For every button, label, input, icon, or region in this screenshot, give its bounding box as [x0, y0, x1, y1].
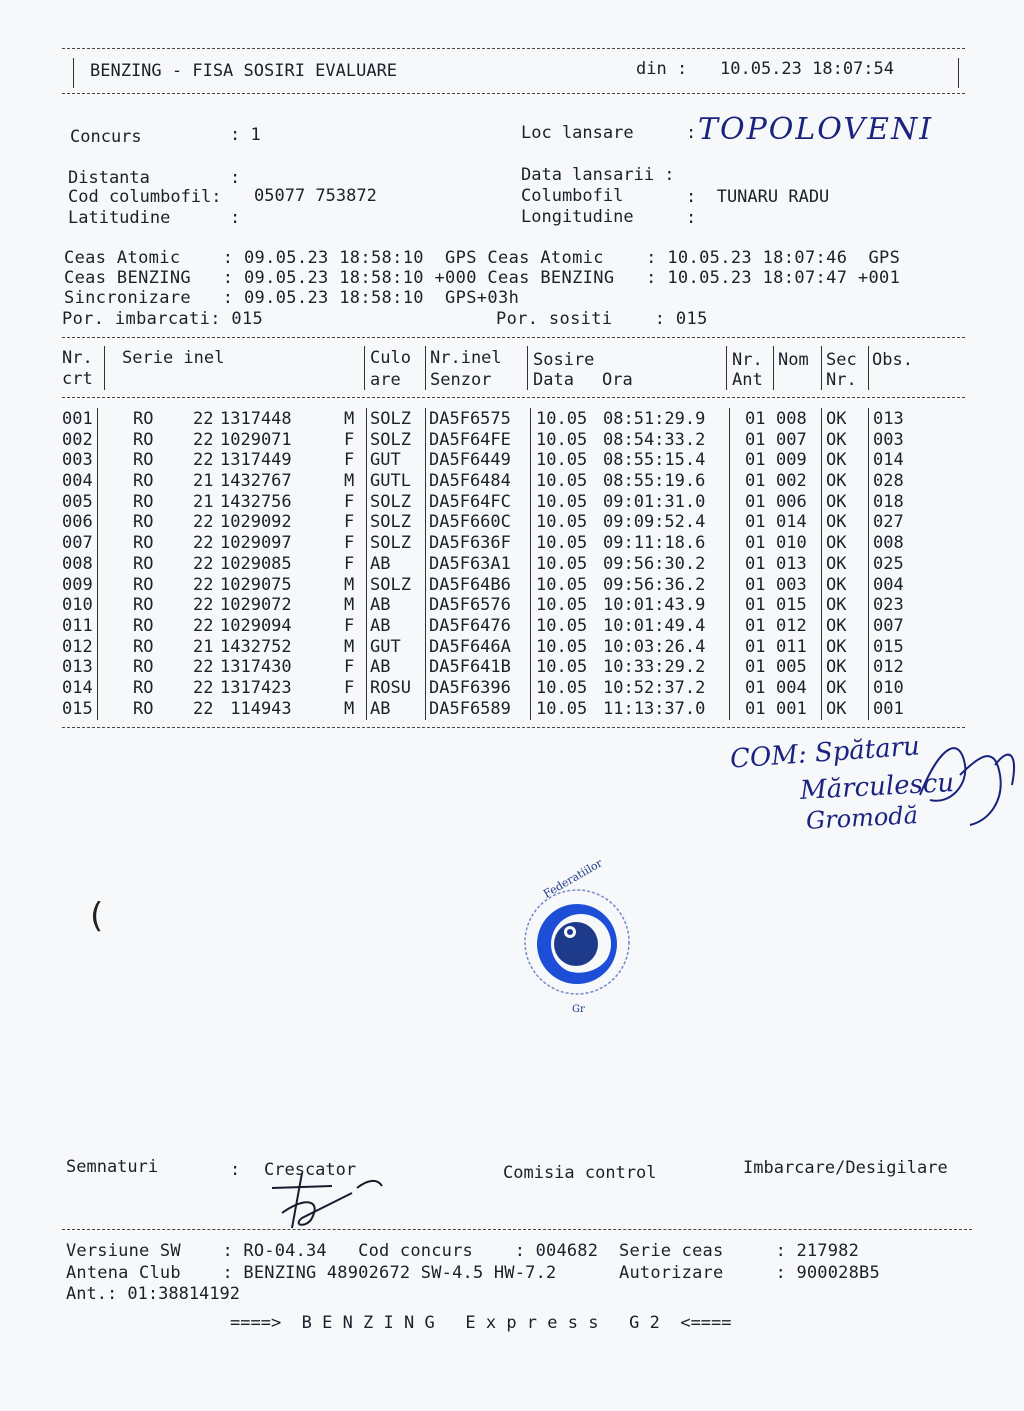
- row-sensor-id: DA5F6575: [429, 409, 511, 429]
- arrivals-table-body: [60, 409, 965, 719]
- row-antenna: 01: [745, 677, 766, 698]
- header-sep: [527, 346, 528, 390]
- row-sensor-id: DA5F6396: [429, 677, 511, 698]
- row-sex: M: [344, 636, 355, 657]
- row-year: 22: [193, 429, 214, 450]
- footer-banner: ====> B E N Z I N G E x p r e s s G 2 <====: [230, 1313, 732, 1333]
- row-nom: 011: [776, 636, 807, 657]
- col-header-ora: Ora: [602, 370, 633, 390]
- row-ring-number: 1432756: [220, 491, 292, 512]
- row-year: 22: [193, 574, 214, 595]
- table-row: [60, 471, 965, 492]
- table-row: [60, 554, 965, 575]
- table-row: [60, 512, 965, 533]
- row-nom: 007: [776, 429, 807, 450]
- row-year: 21: [193, 636, 214, 657]
- row-color: GUT: [370, 636, 401, 657]
- row-nr: 002: [62, 429, 93, 450]
- row-nom: 004: [776, 677, 807, 698]
- row-country: RO: [133, 595, 154, 616]
- row-color: AB: [370, 595, 391, 616]
- row-nom: 003: [776, 574, 807, 595]
- row-nom: 015: [776, 595, 807, 616]
- concurs-label: Concurs: [70, 127, 142, 147]
- row-sex: F: [344, 429, 355, 450]
- row-antenna: 01: [745, 636, 766, 657]
- header-sep: [726, 346, 727, 390]
- row-year: 22: [193, 409, 214, 429]
- row-nr: 005: [62, 491, 93, 512]
- row-ring-number: 1029072: [220, 595, 292, 616]
- row-antenna: 01: [745, 615, 766, 636]
- row-country: RO: [133, 471, 154, 492]
- row-sec-status: OK: [826, 491, 847, 512]
- longitudine-value: :: [686, 208, 697, 228]
- row-nr: 007: [62, 533, 93, 554]
- header-left-border: [73, 58, 74, 88]
- row-nr: 008: [62, 553, 93, 574]
- table-header-rule: [62, 397, 965, 398]
- col-header-culo: Culo: [370, 348, 411, 368]
- row-country: RO: [133, 491, 154, 512]
- row-nom: 009: [776, 450, 807, 471]
- row-country: RO: [133, 533, 154, 554]
- header-sep: [821, 346, 822, 390]
- commission-line-3: Gromodă: [805, 801, 919, 835]
- row-antenna: 01: [745, 657, 766, 678]
- row-year: 22: [193, 677, 214, 698]
- row-obs: 007: [873, 615, 904, 636]
- document-title: BENZING - FISA SOSIRI EVALUARE: [90, 61, 398, 81]
- table-row: [60, 575, 965, 596]
- row-obs: 013: [873, 409, 904, 429]
- row-arrival-time: 09:01:31.0: [603, 491, 706, 512]
- distanta-value: :: [230, 168, 241, 188]
- row-obs: 012: [873, 657, 904, 678]
- row-nr: 010: [62, 595, 93, 616]
- row-sex: M: [344, 698, 355, 719]
- row-sec-status: OK: [826, 636, 847, 657]
- row-sep: [868, 408, 869, 720]
- footer-line-2: Antena Club : BENZING 48902672 SW-4.5 HW-7.2 Autorizare : 900028B5: [66, 1263, 880, 1283]
- header-sep: [425, 346, 426, 390]
- row-arrival-date: 10.05: [536, 491, 588, 512]
- row-obs: 023: [873, 595, 904, 616]
- header-top-rule: [62, 48, 965, 49]
- imbarcare-label: Imbarcare/Desigilare: [743, 1158, 948, 1178]
- row-arrival-date: 10.05: [536, 615, 588, 636]
- footer-top-rule: [62, 1229, 972, 1230]
- table-row: [60, 409, 965, 430]
- row-sensor-id: DA5F6449: [429, 450, 511, 471]
- row-year: 22: [193, 450, 214, 471]
- row-color: GUT: [370, 450, 401, 471]
- row-sensor-id: DA5F6476: [429, 615, 511, 636]
- row-ring-number: 1432752: [220, 636, 292, 657]
- col-header-sec-nr: Nr.: [826, 370, 857, 390]
- table-row: [60, 699, 965, 720]
- table-row: [60, 616, 965, 637]
- row-sex: F: [344, 491, 355, 512]
- row-sex: F: [344, 677, 355, 698]
- row-arrival-date: 10.05: [536, 698, 588, 719]
- din-label: din :: [636, 59, 688, 79]
- row-antenna: 01: [745, 595, 766, 616]
- row-country: RO: [133, 657, 154, 678]
- loc-lansare-colon: :: [686, 123, 697, 143]
- col-header-ant: Ant: [732, 370, 763, 390]
- row-arrival-time: 08:55:15.4: [603, 450, 706, 471]
- row-color: SOLZ: [370, 409, 411, 429]
- row-nom: 010: [776, 533, 807, 554]
- row-ring-number: 1317423: [220, 677, 292, 698]
- footer-line-1: Versiune SW : RO-04.34 Cod concurs : 004682 Serie ceas : 217982: [66, 1241, 860, 1261]
- row-color: AB: [370, 698, 391, 719]
- row-arrival-date: 10.05: [536, 595, 588, 616]
- row-sec-status: OK: [826, 553, 847, 574]
- stamp-text-bottom: Gr: [572, 1004, 585, 1015]
- row-ring-number: 1029085: [220, 553, 292, 574]
- row-country: RO: [133, 450, 154, 471]
- semnaturi-label: Semnaturi: [66, 1157, 159, 1177]
- row-obs: 003: [873, 429, 904, 450]
- row-nom: 008: [776, 409, 807, 429]
- row-sep: [425, 408, 426, 720]
- row-antenna: 01: [745, 553, 766, 574]
- row-sex: F: [344, 512, 355, 533]
- row-sex: F: [344, 657, 355, 678]
- row-arrival-date: 10.05: [536, 471, 588, 492]
- row-year: 21: [193, 471, 214, 492]
- longitudine-label: Longitudine: [521, 207, 634, 227]
- table-top-rule: [62, 337, 965, 338]
- federation-stamp-icon: [518, 870, 636, 1020]
- row-color: AB: [370, 553, 391, 574]
- col-header-sec: Sec: [826, 350, 857, 370]
- row-arrival-time: 10:33:29.2: [603, 657, 706, 678]
- row-nr: 015: [62, 698, 93, 719]
- row-antenna: 01: [745, 574, 766, 595]
- row-nr: 004: [62, 471, 93, 492]
- row-sensor-id: DA5F636F: [429, 533, 511, 554]
- row-antenna: 01: [745, 471, 766, 492]
- row-sex: M: [344, 471, 355, 492]
- hole-punch-mark: (: [90, 896, 104, 936]
- row-arrival-date: 10.05: [536, 512, 588, 533]
- row-nr: 014: [62, 677, 93, 698]
- footer-line-3: Ant.: 01:38814192: [66, 1284, 240, 1304]
- row-sec-status: OK: [826, 533, 847, 554]
- row-arrival-time: 10:01:49.4: [603, 615, 706, 636]
- row-color: SOLZ: [370, 512, 411, 533]
- table-row: [60, 492, 965, 513]
- row-nom: 005: [776, 657, 807, 678]
- din-value: 10.05.23 18:07:54: [720, 59, 894, 79]
- col-header-nom: Nom: [778, 350, 809, 370]
- row-arrival-time: 10:52:37.2: [603, 677, 706, 698]
- row-ring-number: 1029071: [220, 429, 292, 450]
- row-arrival-time: 09:09:52.4: [603, 512, 706, 533]
- clock-line-3: Sincronizare : 09.05.23 18:58:10 GPS+03h: [64, 288, 520, 308]
- row-country: RO: [133, 636, 154, 657]
- header-sep: [104, 346, 105, 390]
- row-sec-status: OK: [826, 615, 847, 636]
- row-antenna: 01: [745, 533, 766, 554]
- row-nom: 014: [776, 512, 807, 533]
- col-header-nr-inel: Nr.inel: [430, 348, 502, 368]
- table-row: [60, 533, 965, 554]
- table-row: [60, 678, 965, 699]
- row-sec-status: OK: [826, 595, 847, 616]
- row-sep: [366, 408, 367, 720]
- row-sep: [97, 408, 98, 720]
- row-sep: [729, 408, 730, 720]
- row-year: 22: [193, 553, 214, 574]
- row-arrival-date: 10.05: [536, 657, 588, 678]
- row-sensor-id: DA5F64B6: [429, 574, 511, 595]
- header-sep: [773, 346, 774, 390]
- table-bottom-rule: [62, 727, 965, 728]
- row-sex: F: [344, 450, 355, 471]
- row-arrival-date: 10.05: [536, 429, 588, 450]
- row-nr: 012: [62, 636, 93, 657]
- row-country: RO: [133, 615, 154, 636]
- row-obs: 008: [873, 533, 904, 554]
- row-nom: 006: [776, 491, 807, 512]
- row-nom: 002: [776, 471, 807, 492]
- row-obs: 015: [873, 636, 904, 657]
- row-country: RO: [133, 677, 154, 698]
- row-sensor-id: DA5F6484: [429, 471, 511, 492]
- commission-line-1: COM: Spătaru: [729, 731, 921, 775]
- row-color: ROSU: [370, 677, 411, 698]
- latitudine-label: Latitudine: [68, 208, 171, 228]
- clock-line-1: Ceas Atomic : 09.05.23 18:58:10 GPS Ceas Atomic : 10.05.23 18:07:46 GPS: [64, 248, 901, 268]
- row-sep: [821, 408, 822, 720]
- cod-columbofil-value: 05077 753872: [254, 186, 377, 206]
- columbofil-value: : TUNARU RADU: [686, 187, 830, 207]
- row-sex: F: [344, 615, 355, 636]
- row-country: RO: [133, 429, 154, 450]
- row-ring-number: 1317430: [220, 657, 292, 678]
- row-arrival-time: 10:01:43.9: [603, 595, 706, 616]
- columbofil-label: Columbofil: [521, 186, 624, 206]
- row-antenna: 01: [745, 429, 766, 450]
- row-sex: M: [344, 409, 355, 429]
- row-country: RO: [133, 409, 154, 429]
- comisia-control-label: Comisia control: [503, 1163, 657, 1183]
- data-lansarii-label: Data lansarii :: [521, 165, 675, 185]
- row-obs: 027: [873, 512, 904, 533]
- row-sensor-id: DA5F660C: [429, 512, 511, 533]
- row-arrival-date: 10.05: [536, 677, 588, 698]
- row-sensor-id: DA5F64FE: [429, 429, 511, 450]
- row-year: 22: [193, 698, 214, 719]
- row-obs: 018: [873, 491, 904, 512]
- header-bottom-rule: [62, 93, 965, 94]
- row-sep: [530, 408, 531, 720]
- row-sec-status: OK: [826, 409, 847, 429]
- row-nom: 013: [776, 553, 807, 574]
- row-sensor-id: DA5F6589: [429, 698, 511, 719]
- row-arrival-time: 09:56:36.2: [603, 574, 706, 595]
- commission-line-2: Mărculescu: [799, 767, 955, 807]
- row-sec-status: OK: [826, 512, 847, 533]
- col-header-obs: Obs.: [872, 350, 913, 370]
- concurs-value: : 1: [230, 125, 261, 145]
- row-ring-number: 1029092: [220, 512, 292, 533]
- latitudine-value: :: [230, 208, 241, 228]
- loc-lansare-label: Loc lansare: [521, 123, 634, 143]
- row-color: GUTL: [370, 471, 411, 492]
- row-sex: M: [344, 595, 355, 616]
- table-row: [60, 430, 965, 451]
- row-arrival-date: 10.05: [536, 533, 588, 554]
- row-sensor-id: DA5F646A: [429, 636, 511, 657]
- col-header-serie-inel: Serie inel: [122, 348, 225, 368]
- col-header-sosire: Sosire: [533, 350, 595, 370]
- row-ring-number: 1317449: [220, 450, 292, 471]
- row-color: SOLZ: [370, 491, 411, 512]
- row-antenna: 01: [745, 512, 766, 533]
- row-sec-status: OK: [826, 471, 847, 492]
- clock-line-2: Ceas BENZING : 09.05.23 18:58:10 +000 Ceas BENZING : 10.05.23 18:07:47 +001: [64, 268, 901, 288]
- row-ring-number: 1029075: [220, 574, 292, 595]
- row-obs: 010: [873, 677, 904, 698]
- row-ring-number: 1029097: [220, 533, 292, 554]
- row-arrival-date: 10.05: [536, 409, 588, 429]
- row-arrival-time: 11:13:37.0: [603, 698, 706, 719]
- row-obs: 001: [873, 698, 904, 719]
- row-antenna: 01: [745, 450, 766, 471]
- row-arrival-date: 10.05: [536, 450, 588, 471]
- table-row: [60, 450, 965, 471]
- row-nom: 001: [776, 698, 807, 719]
- loc-lansare-value: TOPOLOVENI: [698, 112, 934, 147]
- row-color: SOLZ: [370, 429, 411, 450]
- header-right-border: [958, 58, 959, 88]
- table-row: [60, 637, 965, 658]
- row-obs: 004: [873, 574, 904, 595]
- distanta-label: Distanta: [68, 168, 150, 188]
- row-sec-status: OK: [826, 450, 847, 471]
- row-nr: 006: [62, 512, 93, 533]
- row-obs: 014: [873, 450, 904, 471]
- row-sensor-id: DA5F63A1: [429, 553, 511, 574]
- row-sex: M: [344, 574, 355, 595]
- row-year: 22: [193, 595, 214, 616]
- col-header-nr-ant: Nr.: [732, 350, 763, 370]
- table-row: [60, 657, 965, 678]
- row-sensor-id: DA5F6576: [429, 595, 511, 616]
- row-year: 21: [193, 491, 214, 512]
- table-row: [60, 595, 965, 616]
- commission-signatures-icon: [900, 725, 1020, 845]
- row-sex: F: [344, 553, 355, 574]
- row-sec-status: OK: [826, 677, 847, 698]
- row-antenna: 01: [745, 409, 766, 429]
- row-arrival-time: 09:56:30.2: [603, 553, 706, 574]
- row-arrival-date: 10.05: [536, 574, 588, 595]
- row-arrival-time: 08:55:19.6: [603, 471, 706, 492]
- row-nr: 011: [62, 615, 93, 636]
- row-nr: 001: [62, 409, 93, 429]
- row-obs: 028: [873, 471, 904, 492]
- row-country: RO: [133, 553, 154, 574]
- row-obs: 025: [873, 553, 904, 574]
- row-sec-status: OK: [826, 429, 847, 450]
- row-year: 22: [193, 533, 214, 554]
- row-color: AB: [370, 615, 391, 636]
- row-country: RO: [133, 512, 154, 533]
- col-header-crt: crt: [62, 369, 93, 389]
- pigeon-counts: Por. imbarcati: 015 Por. sositi : 015: [62, 309, 708, 329]
- row-sensor-id: DA5F641B: [429, 657, 511, 678]
- col-header-nr: Nr.: [62, 348, 93, 368]
- row-sex: F: [344, 533, 355, 554]
- col-header-data: Data: [533, 370, 574, 390]
- breeder-signature-icon: [262, 1168, 392, 1232]
- stamp-text-top: Federatiilor: [541, 856, 605, 901]
- row-year: 22: [193, 657, 214, 678]
- row-antenna: 01: [745, 491, 766, 512]
- row-nom: 012: [776, 615, 807, 636]
- row-nr: 013: [62, 657, 93, 678]
- row-year: 22: [193, 615, 214, 636]
- row-nr: 003: [62, 450, 93, 471]
- row-ring-number: 114943: [220, 698, 292, 719]
- col-header-are: are: [370, 370, 401, 390]
- row-color: SOLZ: [370, 574, 411, 595]
- row-ring-number: 1029094: [220, 615, 292, 636]
- row-sec-status: OK: [826, 574, 847, 595]
- row-arrival-time: 10:03:26.4: [603, 636, 706, 657]
- row-sensor-id: DA5F64FC: [429, 491, 511, 512]
- row-arrival-time: 09:11:18.6: [603, 533, 706, 554]
- header-sep: [868, 346, 869, 390]
- row-nr: 009: [62, 574, 93, 595]
- row-arrival-date: 10.05: [536, 553, 588, 574]
- cod-columbofil-label: Cod columbofil:: [68, 187, 222, 207]
- row-sec-status: OK: [826, 657, 847, 678]
- row-arrival-date: 10.05: [536, 636, 588, 657]
- row-country: RO: [133, 698, 154, 719]
- row-ring-number: 1317448: [220, 409, 292, 429]
- semnaturi-colon: :: [230, 1160, 241, 1180]
- row-ring-number: 1432767: [220, 471, 292, 492]
- row-arrival-time: 08:54:33.2: [603, 429, 706, 450]
- header-sep: [364, 346, 365, 390]
- row-sec-status: OK: [826, 698, 847, 719]
- row-antenna: 01: [745, 698, 766, 719]
- crescator-label: Crescator: [264, 1160, 357, 1180]
- row-color: AB: [370, 657, 391, 678]
- row-color: SOLZ: [370, 533, 411, 554]
- row-year: 22: [193, 512, 214, 533]
- row-country: RO: [133, 574, 154, 595]
- col-header-senzor: Senzor: [430, 370, 492, 390]
- row-arrival-time: 08:51:29.9: [603, 409, 706, 429]
